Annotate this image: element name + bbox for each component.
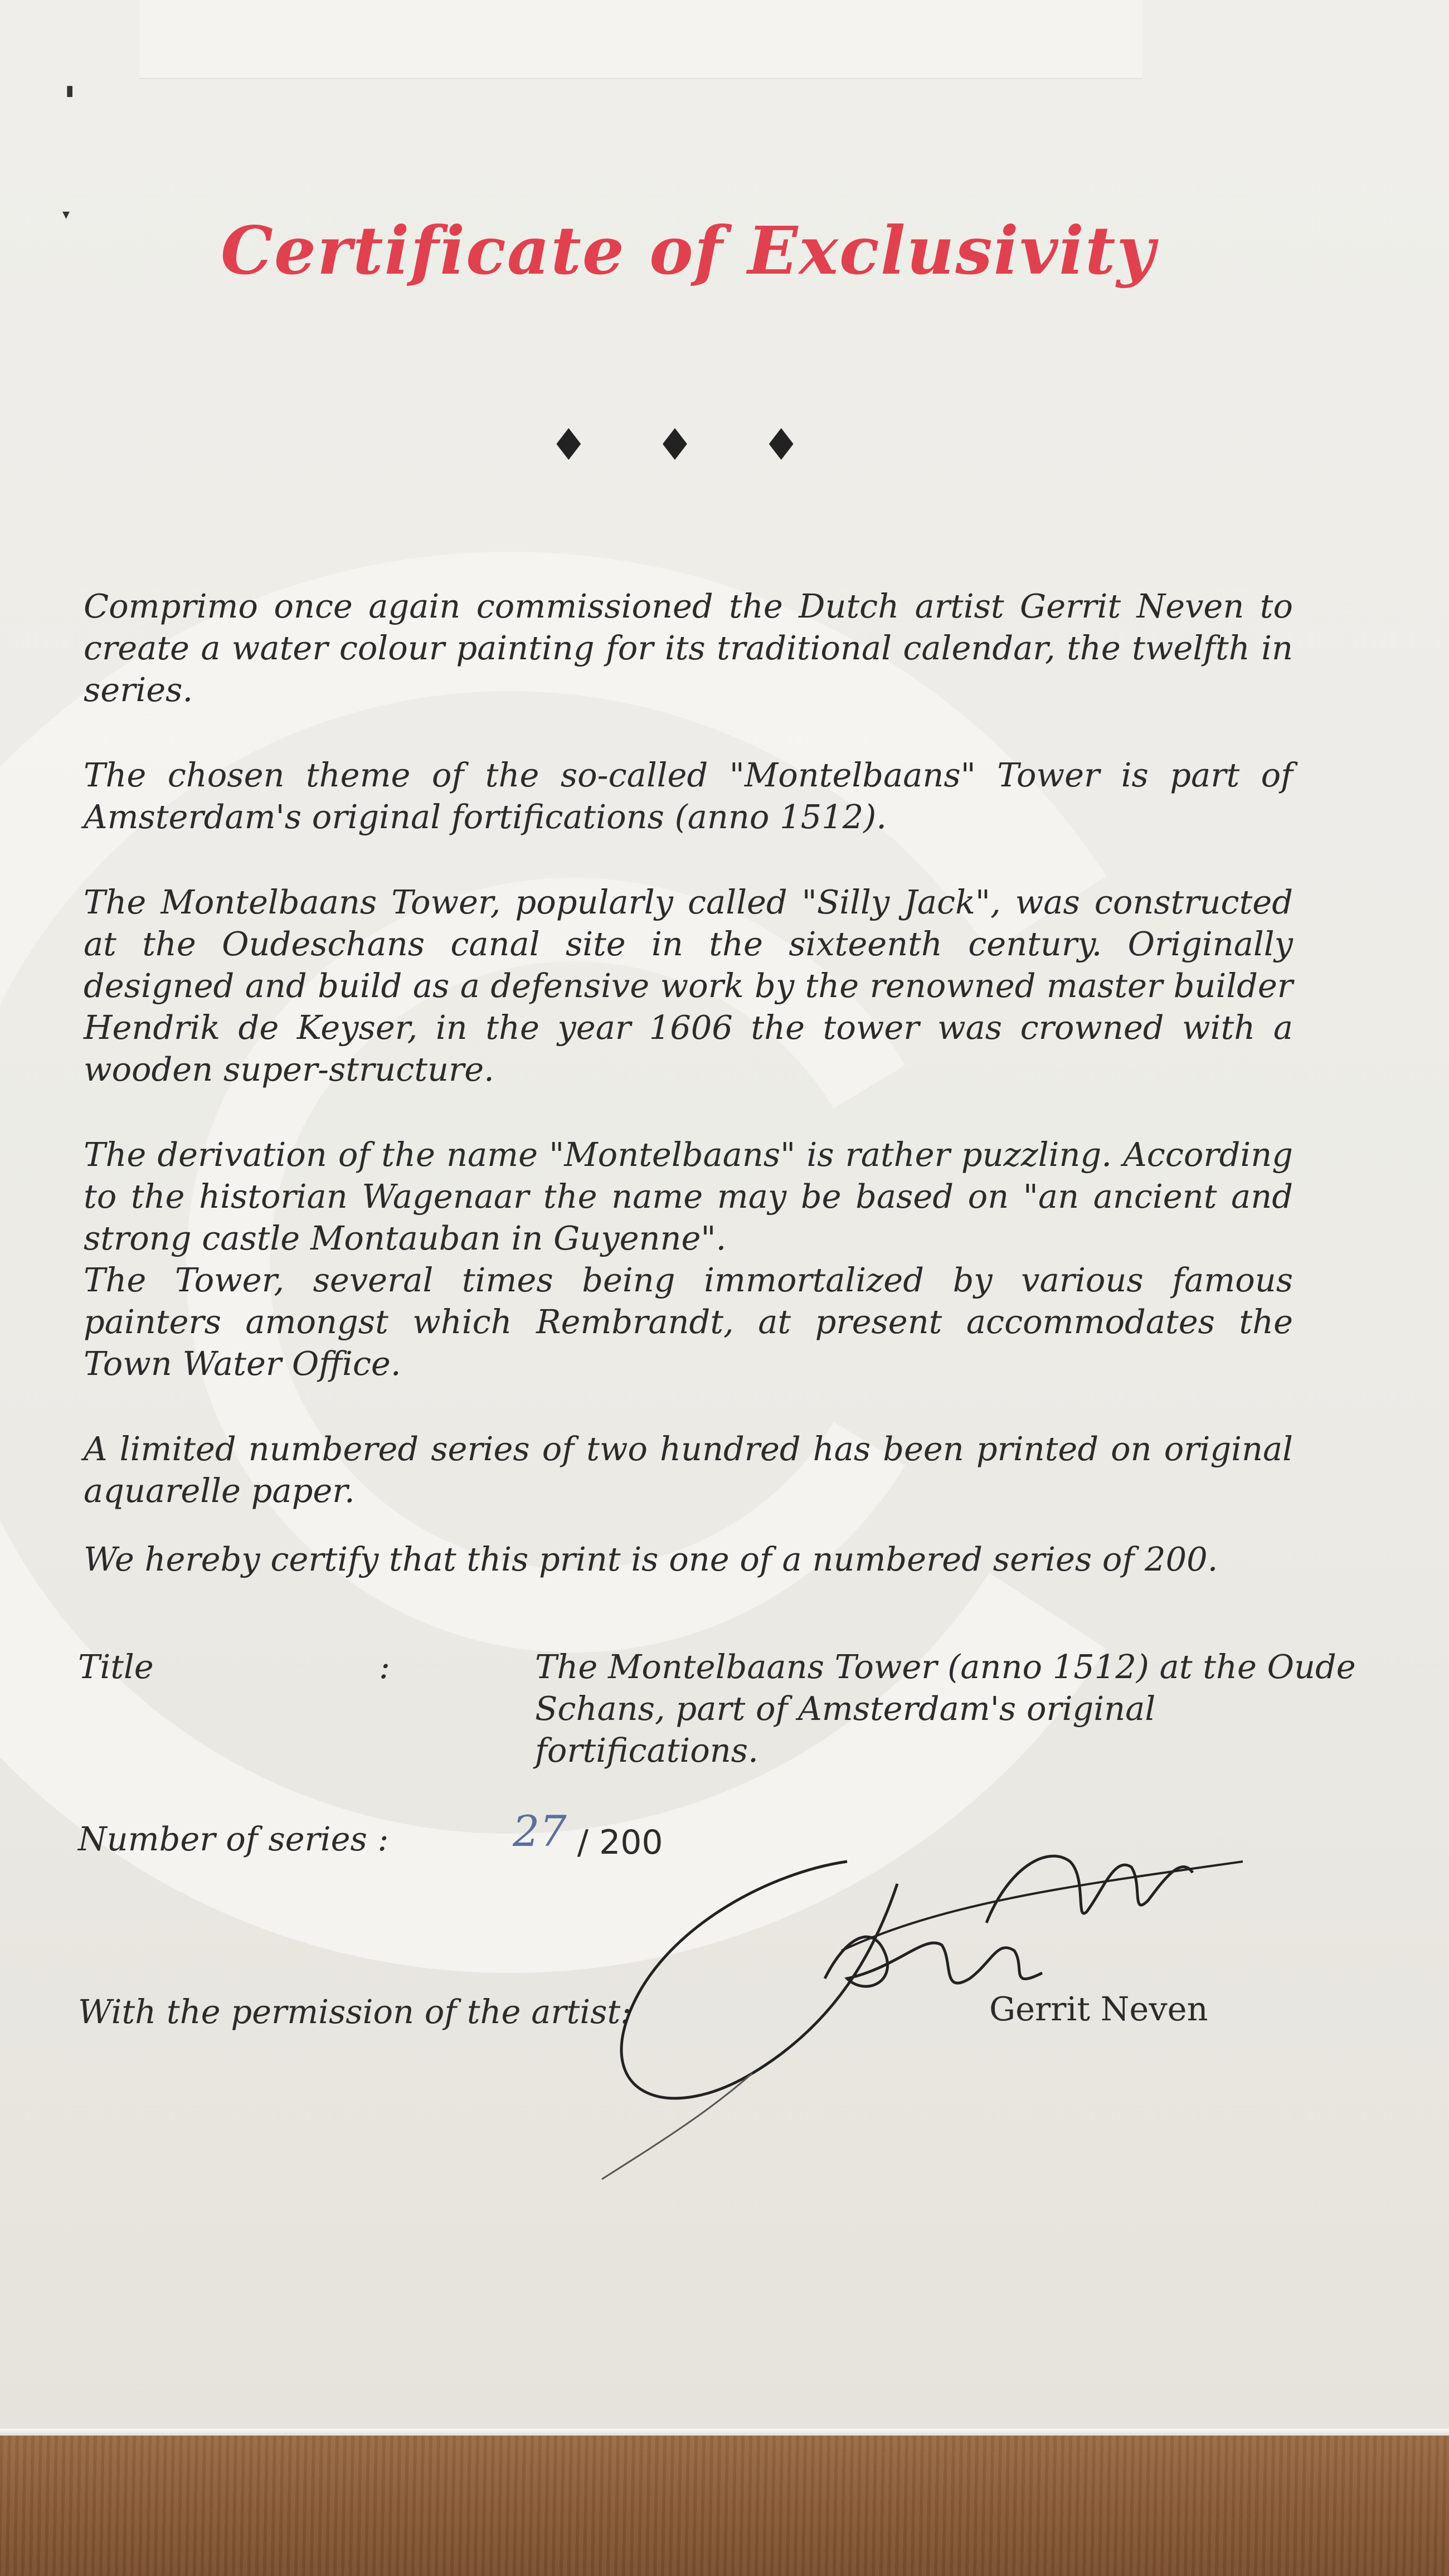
paragraph-history: The Montelbaans Tower, popularly called "Silly Jack", was constructed at the Oudeschans canal site in the sixteenth century. Originally designed and build as a defensive work by the renowned master builder Hendrik de Keyser, in the year 1606 the tower was crowned with a wooden super-structure. [84, 883, 1293, 1088]
artist-name: Gerrit Neven [989, 1990, 1208, 2028]
paragraph-painters: The Tower, several times being immortalized by various famous painters amongst which Rembrandt, at present accommodates the Town Water Office. [84, 1261, 1293, 1383]
wooden-surface [0, 2436, 1449, 2576]
title-value: The Montelbaans Tower (anno 1512) at the Oude Schans, part of Amsterdam's original fortifications. [535, 1647, 1356, 1770]
paragraph-certification: We hereby certify that this print is one of a numbered series of 200. [84, 1540, 1218, 1578]
paper-speck: ▮ [66, 82, 74, 99]
permission-label: With the permission of the artist: [78, 1992, 632, 2031]
certificate-body [84, 585, 1293, 1624]
paragraph-theme: The chosen theme of the so-called "Montelbaans" Tower is part of Amsterdam's original fortifications (anno 1512). [84, 756, 1293, 836]
title-colon: : [379, 1647, 390, 1686]
diamond-ornament: ♦ ♦ ♦ [549, 420, 828, 470]
paragraph-commission: Comprimo once again commissioned the Dutch artist Gerrit Neven to create a water colour painting for its traditional calendar, the twelfth in series. [84, 587, 1293, 709]
series-label: Number of series : [78, 1820, 389, 1858]
certificate-title: Certificate of Exclusivity [220, 212, 1156, 289]
paragraph-name-derivation: The derivation of the name "Montelbaans" is rather puzzling. According to the historian Wagenaar the name may be based on "an ancient and strong castle Montauban in Guyenne". [84, 1135, 1293, 1257]
paper-speck: ▾ [62, 206, 70, 223]
handwritten-series-number: 27 [513, 1806, 567, 1856]
title-label: Title [78, 1647, 154, 1686]
paragraph-limited-series: A limited numbered series of two hundred has been printed on original aquarelle paper. [84, 1430, 1293, 1510]
series-total: / 200 [577, 1823, 663, 1862]
